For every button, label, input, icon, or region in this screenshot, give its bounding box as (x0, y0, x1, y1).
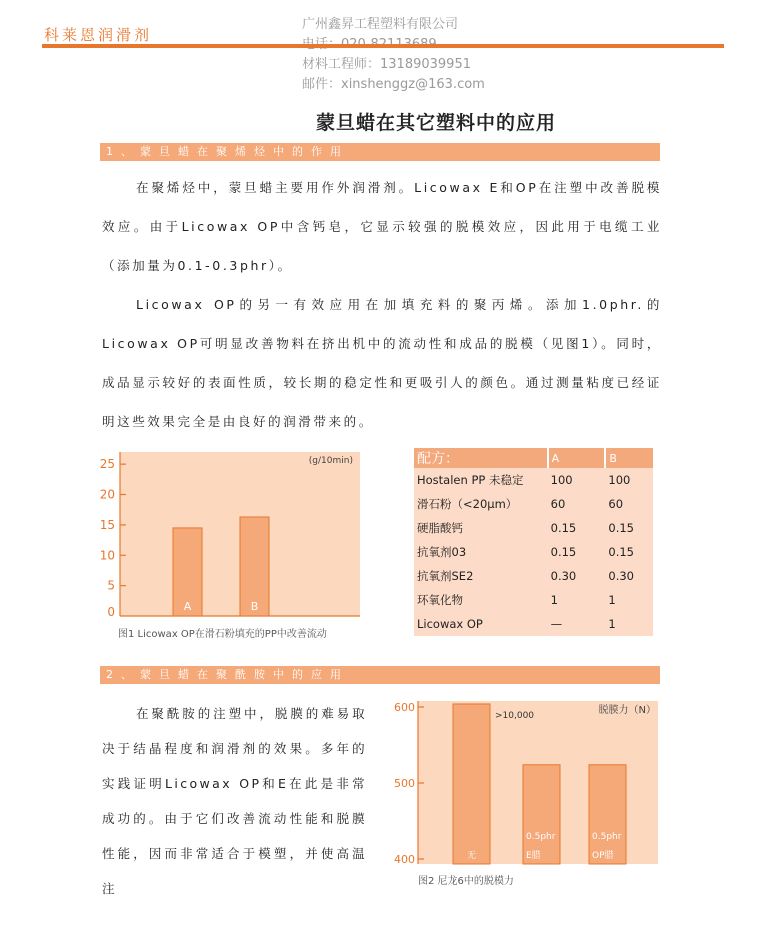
chart1-unit-label: (g/10min) (308, 456, 353, 466)
chart2-tick-label: 600 (394, 701, 415, 714)
table-cell: 100 (550, 473, 573, 487)
company-engineer: 材料工程师：13189039951 (302, 57, 471, 72)
chart2-category-label: 0.5phr (526, 832, 556, 842)
table-cell: 1 (608, 593, 616, 607)
table-cell: 0.15 (608, 521, 634, 535)
table-header-cell: 配方： (414, 448, 548, 468)
header-rule (42, 44, 724, 48)
demold-force-chart (390, 697, 662, 867)
chart2-category-label: E腊 (526, 851, 541, 861)
company-name: 广州鑫昇工程塑料有限公司 (302, 17, 459, 32)
table-cell: 60 (550, 497, 566, 511)
page-title: 蒙旦蜡在其它塑料中的应用 (315, 112, 556, 134)
table-cell: 100 (608, 473, 631, 487)
table-cell: 环氧化物 (417, 593, 463, 607)
chart2-unit-label: 脱膜力（N） (598, 705, 656, 716)
table-cell: 0.15 (550, 545, 577, 559)
table-cell: 0.15 (550, 521, 577, 535)
table-row (414, 492, 653, 516)
chart2-category-label: 0.5phr (592, 832, 622, 842)
table-cell: 0.15 (608, 545, 634, 559)
table-row (414, 564, 653, 588)
brand-name: 科莱恩润滑剂 (44, 26, 153, 44)
chart2-annotation: >10,000 (495, 711, 535, 721)
table-row (414, 540, 653, 564)
chart1-category-label: A (183, 600, 192, 613)
formula-table (414, 448, 653, 636)
chart2-category-label: 无 (466, 851, 477, 861)
chart1-tick-label: 15 (99, 517, 115, 532)
table-row (414, 612, 653, 636)
chart1-tick-label: 25 (99, 457, 115, 472)
table-cell: 60 (608, 497, 624, 511)
table-header-cell: B (605, 448, 653, 468)
table-cell: 滑石粉（<20μm） (417, 497, 518, 511)
table-cell: 1 (550, 593, 558, 607)
table-cell: 抗氧剂SE2 (417, 569, 474, 583)
company-info (302, 15, 485, 95)
chart1-tick-label: 5 (107, 578, 115, 593)
chart2-bar (589, 765, 626, 864)
chart1-caption: 图1 Licowax OP在滑石粉填充的PP中改善流动 (118, 629, 327, 640)
table-cell: 1 (608, 617, 616, 631)
table-cell: Hostalen PP 未稳定 (417, 473, 524, 487)
table-cell: — (550, 617, 563, 631)
chart1-tick-label: 20 (99, 487, 115, 502)
chart1-category-label: B (250, 600, 259, 613)
section1-body (102, 168, 662, 441)
company-email: 邮件：xinshenggz@163.com (302, 77, 485, 92)
section1-paragraph1: 在聚烯烃中，蒙旦蜡主要用作外润滑剂。Licowax E和OP在注塑中改善脱模效应。由于Licowax OP中含钙皂，它显示较强的脱模效应，因此用于电缆工业（添加量为0.1-0.3phr）。 (102, 180, 662, 273)
chart2-bar (453, 704, 490, 864)
section1-heading: 1、蒙旦蜡在聚烯烃中的作用 (100, 143, 660, 161)
section2-heading: 2、蒙旦蜡在聚酰胺中的应用 (100, 666, 660, 684)
table-cell: 0.30 (608, 569, 634, 583)
chart1-tick-label: 10 (99, 548, 115, 563)
table-row (414, 516, 653, 540)
section2-body (102, 696, 367, 906)
table-header-cell: A (548, 448, 606, 468)
table-cell: Licowax OP (417, 617, 483, 631)
chart2-tick-label: 400 (394, 853, 415, 866)
table-row (414, 588, 653, 612)
flow-chart (98, 447, 364, 620)
chart2-tick-label: 500 (394, 777, 415, 790)
table-row (414, 468, 653, 492)
chart2-category-label: OP腊 (592, 851, 614, 861)
section2-paragraph1: 在聚酰胺的注塑中，脱膜的难易取决于结晶程度和润滑剂的效果。多年的实践证明Licowax OP和E在此是非常成功的。由于它们改善流动性能和脱膜性能，因而非常适合于模塑，并使高温注 (102, 706, 367, 896)
section1-paragraph2: Licowax OP的另一有效应用在加填充料的聚丙烯。添加1.0phr.的Licowax OP可明显改善物料在挤出机中的流动性和成品的脱模（见图1）。同时，成品显示较好的表面性质，较长期的稳定性和更吸引人的颜色。通过测量粘度已经证明这些效果完全是由良好的润滑带来的。 (102, 297, 662, 429)
table-header-row (414, 448, 653, 468)
chart2-bar (523, 765, 560, 864)
chart1-tick-label: 0 (107, 605, 115, 619)
chart2-caption: 图2 尼龙6中的脱模力 (418, 876, 514, 887)
table-cell: 硬脂酸钙 (417, 521, 463, 535)
table-cell: 抗氧剂03 (417, 545, 467, 559)
table-cell: 0.30 (550, 569, 577, 583)
